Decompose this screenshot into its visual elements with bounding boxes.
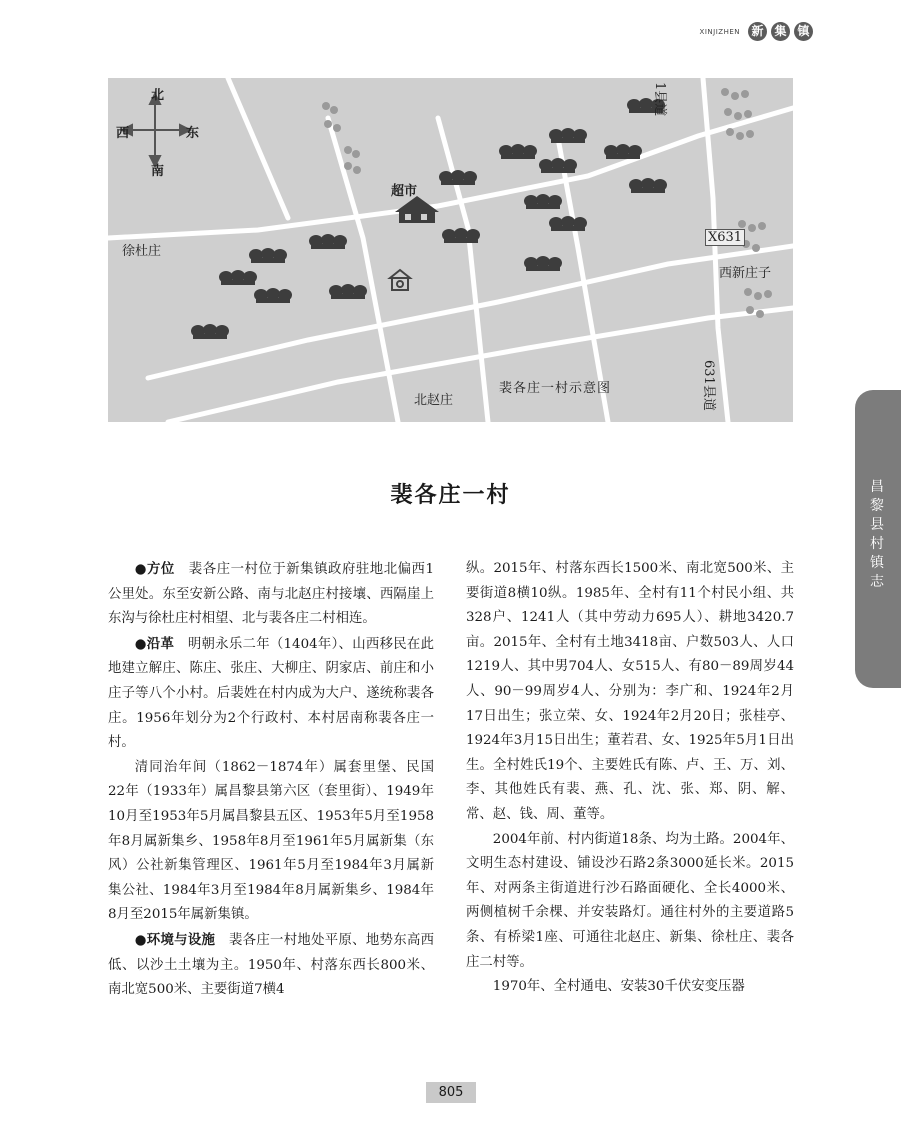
header-char-badge: 新 [748, 22, 767, 41]
house-cluster-icon [439, 170, 477, 185]
village-office-icon [390, 270, 410, 290]
paragraph [108, 632, 434, 756]
page-number: 805 [426, 1082, 476, 1103]
paragraph-text: 2004年前、村内街道18条、均为土路。2004年、文明生态村建设、铺设沙石路2条3000延长米。2015年、对两条主街道进行沙石路面硬化、全长4000米、两侧植树千余棵、并安装路灯。通往村外的主要道路5条、有桥梁1座、可通往北赵庄、新集、徐杜庄、裴各庄二村等。 [466, 831, 794, 970]
side-tab-label: 昌黎县村镇志 [870, 479, 884, 590]
paragraph [108, 557, 434, 632]
paragraph-text: 1970年、全村通电、安装30千伏安变压器 [492, 979, 745, 995]
paragraph [108, 928, 434, 1003]
house-cluster-icon [191, 324, 229, 339]
house-cluster-icon [219, 270, 257, 285]
paragraph [466, 557, 794, 828]
house-cluster-icon [539, 158, 577, 173]
map-roads-svg [108, 78, 793, 422]
village-map [108, 78, 793, 422]
left-column [108, 557, 434, 1003]
paragraph [466, 828, 794, 976]
house-cluster-icon [254, 288, 292, 303]
article-title: 裴各庄一村 [390, 482, 511, 508]
house-cluster-icon [629, 178, 667, 193]
compass-arrows [122, 94, 190, 166]
map-label-xixinzhuangzi: 西新庄子 [719, 266, 772, 281]
map-caption: 裴各庄一村示意图 [499, 381, 612, 396]
map-label-supermarket: 超市 [391, 184, 418, 199]
house-cluster-icon [549, 128, 587, 143]
house-cluster-icon [499, 144, 537, 159]
paragraph-text: 明朝永乐二年（1404年）、山西移民在此地建立解庄、陈庄、张庄、大柳庄、阴家店、前庄和小庄子等八个小村。后裴姓在村内成为大户、遂统称裴各庄。1956年划分为2个行政村、本村居南称裴各庄一村。 [108, 636, 435, 751]
side-section-tab [855, 390, 901, 688]
map-label-beizhaozhuang: 北赵庄 [414, 393, 454, 408]
map-road [228, 78, 288, 218]
paragraph-heading: ●方位 [134, 561, 175, 577]
house-cluster-icon [442, 228, 480, 243]
house-cluster-icon [549, 216, 587, 231]
paragraph-text: 清同治年间（1862－1874年）属套里堡、民国22年（1933年）属昌黎县第六区（套里街）、1949年10月至1953年5月属昌黎县五区、1953年5月至1958年8月属新集乡、1958年8月至1961年5月属新集（东风）公社新集管理区、1961年5月至1984年3月属新集公社、1984年3月至1984年8月属新集乡、1984年8月至2015年属新集镇。 [108, 759, 434, 923]
paragraph-text: 裴各庄一村地处平原、地势东高西低、以沙土土壤为主。1950年、村落东西长800米、南北宽500米、主要街道7横4 [108, 932, 435, 998]
paragraph-text: 裴各庄一村位于新集镇政府驻地北偏西1公里处。东至安新公路、南与北赵庄村接壤、西隔崖上东沟与徐杜庄村相望、北与裴各庄二村相连。 [108, 562, 434, 627]
right-column [466, 557, 794, 1000]
house-cluster-icon [309, 234, 347, 249]
paragraph [108, 756, 434, 928]
header-char-badge: 集 [771, 22, 790, 41]
compass-north-label: 北 [151, 88, 165, 103]
compass-west-label: 西 [116, 126, 130, 141]
paragraph-heading: ●环境与设施 [134, 931, 216, 948]
paragraph-heading: ●沿革 [134, 635, 175, 652]
paragraph [466, 975, 794, 1000]
map-label-xuduzhuang: 徐杜庄 [122, 244, 162, 259]
header-char-badge: 镇 [794, 22, 813, 41]
house-cluster-icon [249, 248, 287, 263]
map-label-road-code: X631 [705, 229, 745, 246]
house-cluster-icon [329, 284, 367, 299]
compass-south-label: 南 [151, 164, 165, 179]
house-cluster-icon [524, 194, 562, 209]
map-road [438, 118, 488, 422]
house-cluster-icon [604, 144, 642, 159]
map-label-road-top: 1县道 [652, 82, 667, 117]
header-pinyin: XINJIZHEN [699, 27, 740, 36]
compass-east-label: 东 [186, 126, 200, 141]
running-header [700, 22, 813, 41]
house-cluster-icon [524, 256, 562, 271]
paragraph-text: 纵。2015年、村落东西长1500米、南北宽500米、主要街道8横10纵。1985年、全村有11个村民小组、共328户、1241人（其中劳动力695人）、耕地3420.7亩。2015年、全村有土地3418亩、户数503人、人口1219人、其中男704人、女515人、有80－89周岁44人、90－99周岁4人、分别为：李广和、1924年2月17日出生；张立荣、女、1924年2月20日；张桂亭、1924年3月15日出生；董若君、女、1925年5月1日出生。全村姓氏19个、主要姓氏有陈、卢、王、万、刘、李、其他姓氏有裴、燕、孔、沈、张、郑、阴、解、常、赵、钱、周、董等。 [466, 561, 794, 822]
supermarket-icon [395, 196, 439, 223]
map-label-road-bottom: 631县道 [701, 360, 716, 411]
